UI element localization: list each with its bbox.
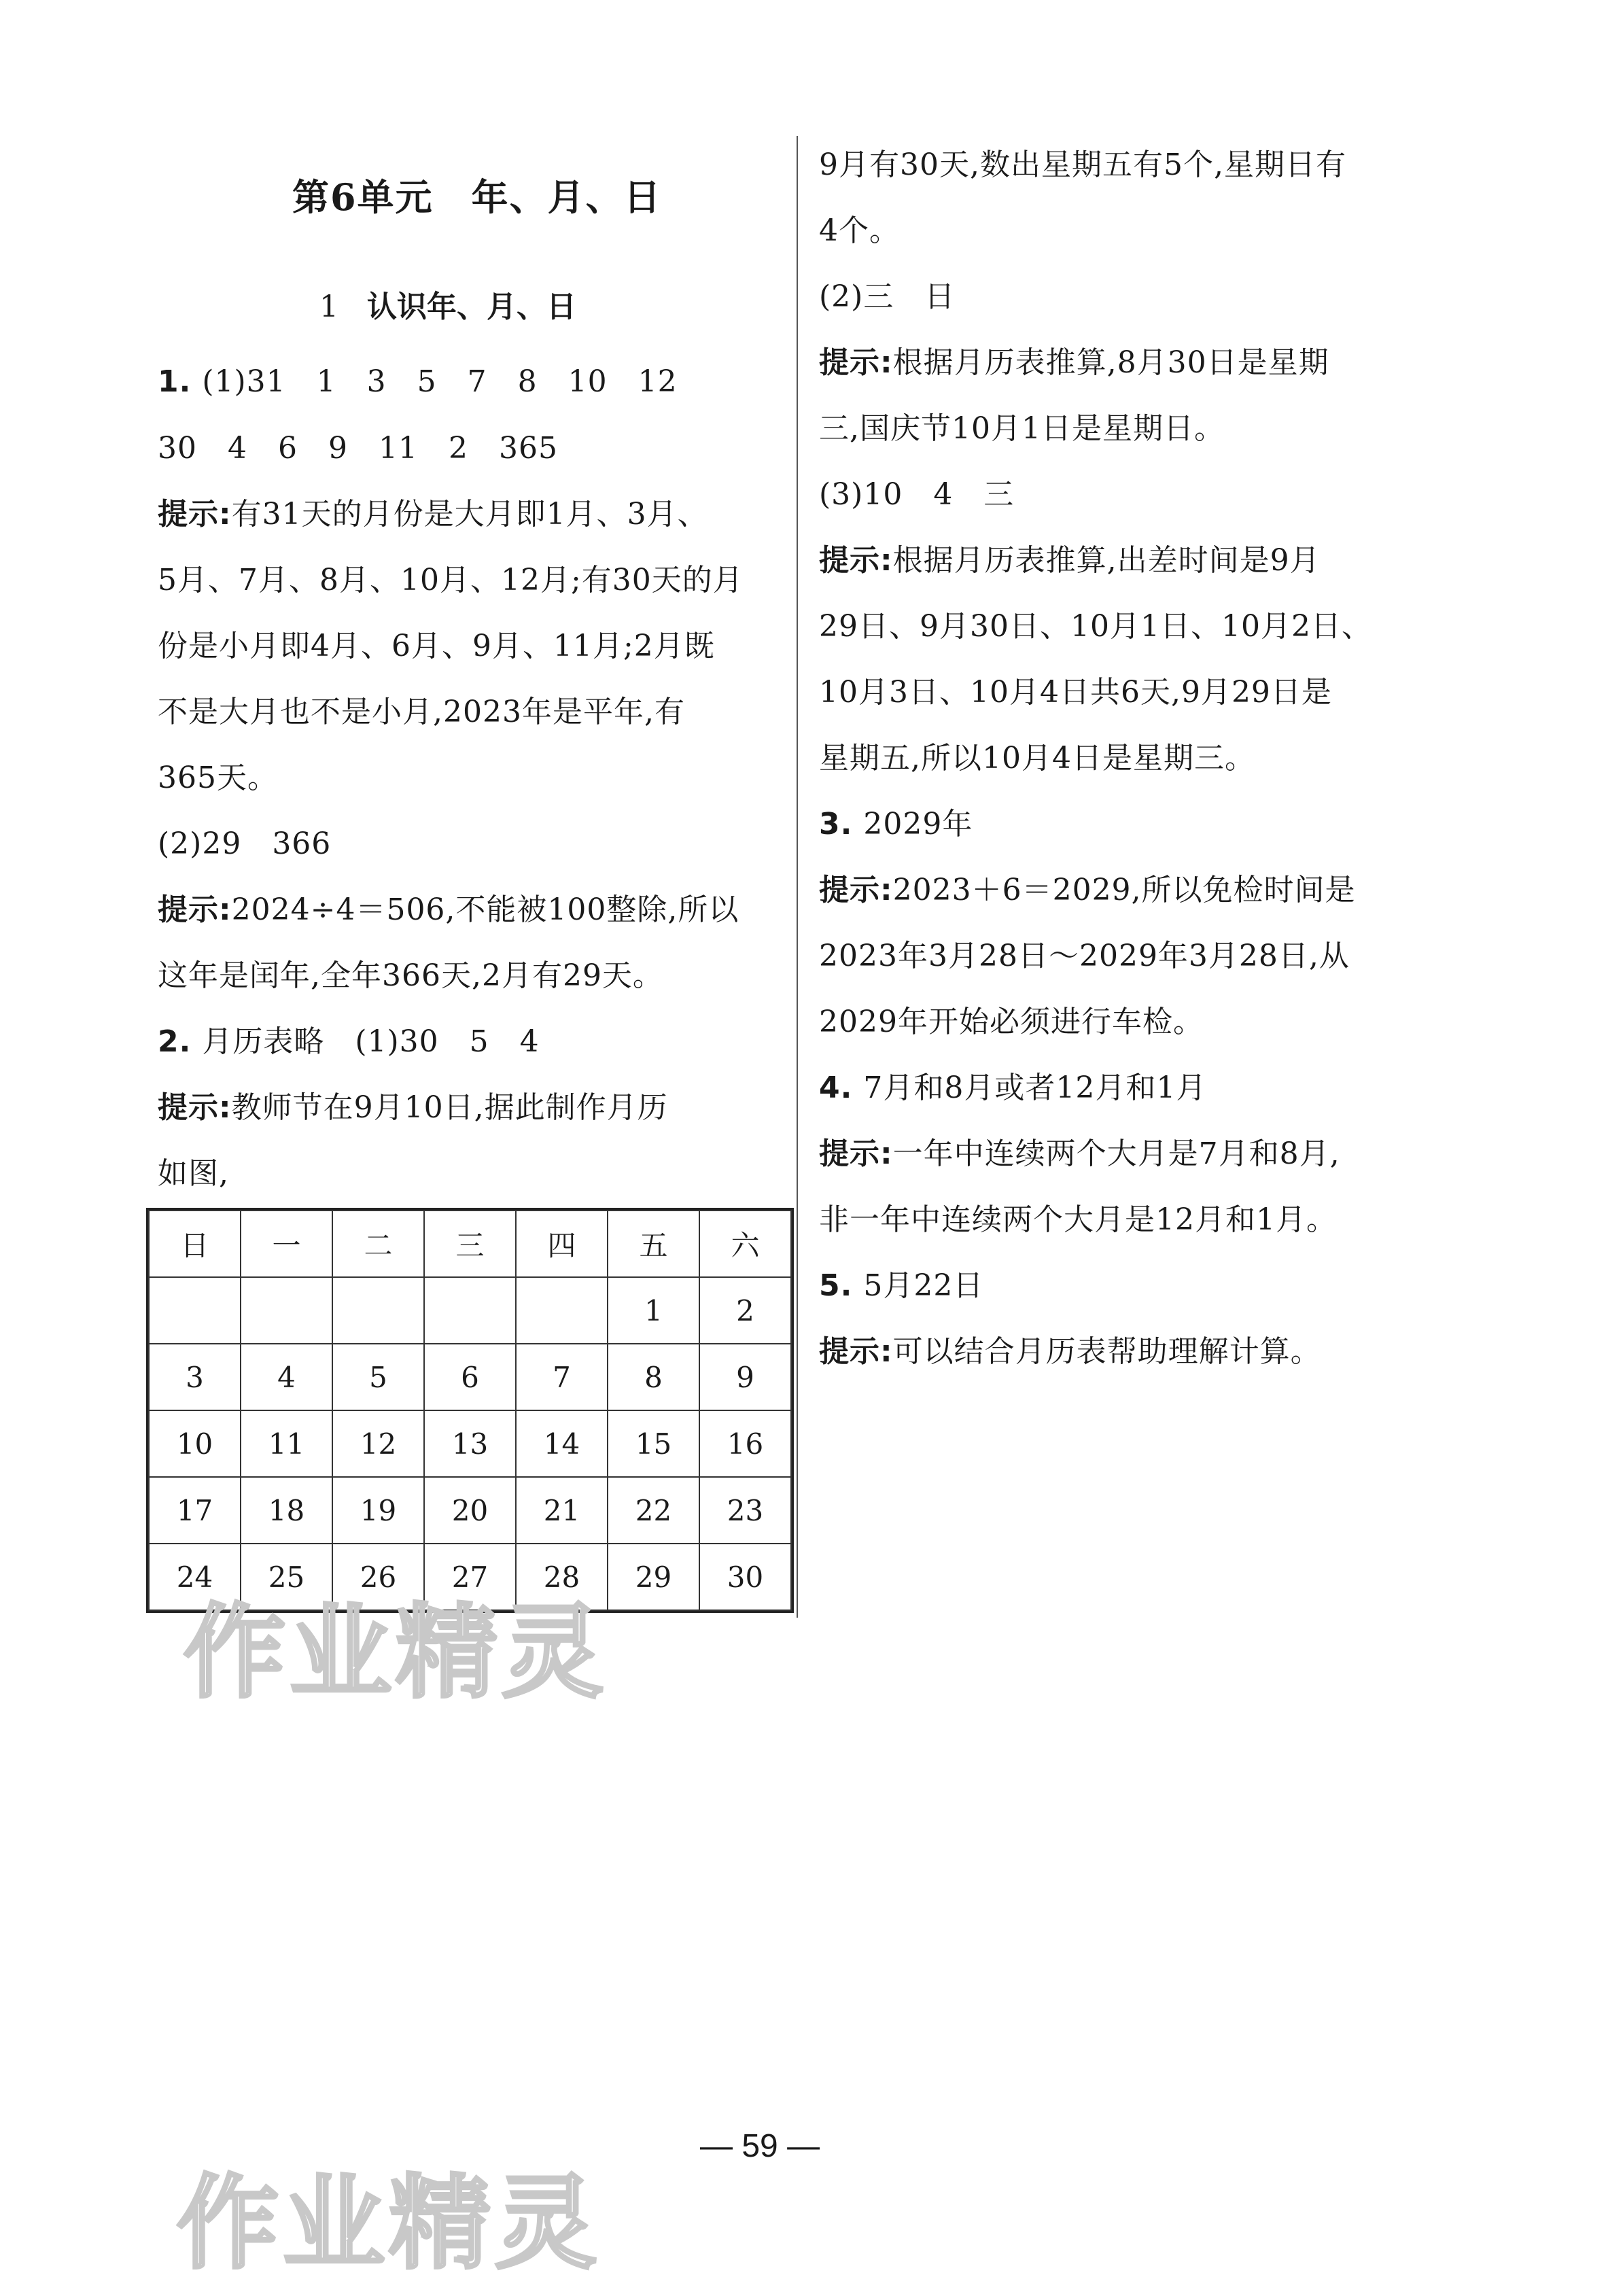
calendar-cell: 6 bbox=[424, 1344, 516, 1410]
calendar-cell: 20 bbox=[424, 1477, 516, 1544]
right-line-12: 2023年3月28日～2029年3月28日,从 bbox=[819, 939, 1350, 973]
right-line-18: 提示:可以结合月历表帮助理解计算。 bbox=[819, 1334, 1321, 1369]
calendar-row bbox=[149, 1410, 791, 1477]
calendar-cell: 28 bbox=[516, 1544, 608, 1610]
calendar-cell: 11 bbox=[241, 1410, 332, 1477]
calendar-cell: 24 bbox=[149, 1544, 241, 1610]
calendar-cell: 16 bbox=[699, 1410, 791, 1477]
right-line-4: 三,国庆节10月1日是星期日。 bbox=[819, 411, 1225, 446]
calendar-header: 五 bbox=[608, 1211, 699, 1277]
right-line-15: 提示:一年中连续两个大月是7月和8月, bbox=[819, 1136, 1340, 1171]
column-divider bbox=[797, 136, 798, 1618]
right-line-17: 5. 5月22日 bbox=[819, 1268, 984, 1303]
left-line-4: 份是小月即4月、6月、9月、11月;2月既 bbox=[158, 629, 715, 663]
left-line-8: 提示:2024÷4＝506,不能被100整除,所以 bbox=[158, 892, 739, 927]
calendar-header-row bbox=[149, 1211, 791, 1277]
right-line-7: 29日、9月30日、10月1日、10月2日、 bbox=[819, 609, 1372, 644]
section-title bbox=[319, 282, 576, 326]
left-line-0: 1. (1)31 1 3 5 7 8 10 12 bbox=[158, 364, 678, 399]
calendar-cell: 8 bbox=[608, 1344, 699, 1410]
left-line-7: (2)29 366 bbox=[158, 827, 332, 861]
left-line-5: 不是大月也不是小月,2023年是平年,有 bbox=[158, 695, 685, 729]
right-line-11: 提示:2023＋6＝2029,所以免检时间是 bbox=[819, 873, 1356, 907]
calendar-cell: 13 bbox=[424, 1410, 516, 1477]
calendar-cell: 14 bbox=[516, 1410, 608, 1477]
right-line-6: 提示:根据月历表推算,出差时间是9月 bbox=[819, 543, 1321, 578]
calendar-cell: 7 bbox=[516, 1344, 608, 1410]
calendar-cell bbox=[332, 1277, 424, 1344]
calendar-cell: 15 bbox=[608, 1410, 699, 1477]
right-line-13: 2029年开始必须进行车检。 bbox=[819, 1005, 1204, 1039]
right-line-9: 星期五,所以10月4日是星期三。 bbox=[819, 741, 1255, 776]
calendar-cell: 2 bbox=[699, 1277, 791, 1344]
calendar-cell bbox=[424, 1277, 516, 1344]
calendar-cell: 23 bbox=[699, 1477, 791, 1544]
calendar-cell: 10 bbox=[149, 1410, 241, 1477]
left-line-6: 365天。 bbox=[158, 761, 278, 795]
calendar-row bbox=[149, 1344, 791, 1410]
section-number: 1 bbox=[319, 290, 338, 324]
right-line-1: 4个。 bbox=[819, 213, 900, 248]
left-line-10: 2. 月历表略 (1)30 5 4 bbox=[158, 1024, 540, 1059]
unit-title: 第6单元 年、月、日 bbox=[292, 175, 662, 219]
calendar-cell: 30 bbox=[699, 1544, 791, 1610]
calendar-header: 日 bbox=[149, 1211, 241, 1277]
calendar-cell: 19 bbox=[332, 1477, 424, 1544]
calendar-cell: 22 bbox=[608, 1477, 699, 1544]
watermark: 作业精灵 bbox=[177, 2165, 601, 2283]
calendar-cell: 29 bbox=[608, 1544, 699, 1610]
left-line-11: 提示:教师节在9月10日,据此制作月历 bbox=[158, 1090, 668, 1125]
right-line-10: 3. 2029年 bbox=[819, 807, 973, 841]
right-line-16: 非一年中连续两个大月是12月和1月。 bbox=[819, 1202, 1337, 1237]
calendar-header: 二 bbox=[332, 1211, 424, 1277]
calendar-cell bbox=[149, 1277, 241, 1344]
calendar-header: 六 bbox=[699, 1211, 791, 1277]
calendar-cell: 12 bbox=[332, 1410, 424, 1477]
calendar-cell: 5 bbox=[332, 1344, 424, 1410]
calendar-row bbox=[149, 1277, 791, 1344]
calendar-header: 一 bbox=[241, 1211, 332, 1277]
calendar-header: 三 bbox=[424, 1211, 516, 1277]
calendar-cell: 9 bbox=[699, 1344, 791, 1410]
left-line-9: 这年是闰年,全年366天,2月有29天。 bbox=[158, 958, 663, 993]
calendar-cell: 17 bbox=[149, 1477, 241, 1544]
right-line-2: (2)三 日 bbox=[819, 279, 956, 314]
right-line-3: 提示:根据月历表推算,8月30日是星期 bbox=[819, 345, 1329, 380]
watermark: 作业精灵 bbox=[184, 1594, 608, 1712]
left-line-2: 提示:有31天的月份是大月即1月、3月、 bbox=[158, 497, 708, 532]
calendar-cell: 3 bbox=[149, 1344, 241, 1410]
calendar-cell bbox=[241, 1277, 332, 1344]
section-title-text: 认识年、月、日 bbox=[367, 290, 576, 324]
calendar-row bbox=[149, 1477, 791, 1544]
calendar-table bbox=[148, 1210, 792, 1611]
calendar-cell: 27 bbox=[424, 1544, 516, 1610]
calendar-cell: 21 bbox=[516, 1477, 608, 1544]
left-line-12: 如图, bbox=[158, 1156, 229, 1191]
calendar-cell bbox=[516, 1277, 608, 1344]
left-line-3: 5月、7月、8月、10月、12月;有30天的月 bbox=[158, 563, 744, 597]
page-number: — 59 — bbox=[700, 2128, 820, 2164]
right-line-0: 9月有30天,数出星期五有5个,星期日有 bbox=[819, 147, 1346, 182]
right-line-14: 4. 7月和8月或者12月和1月 bbox=[819, 1071, 1207, 1105]
right-line-8: 10月3日、10月4日共6天,9月29日是 bbox=[819, 675, 1332, 710]
calendar-cell: 26 bbox=[332, 1544, 424, 1610]
calendar-cell: 1 bbox=[608, 1277, 699, 1344]
calendar-cell: 4 bbox=[241, 1344, 332, 1410]
right-line-5: (3)10 4 三 bbox=[819, 477, 1015, 512]
left-line-1: 30 4 6 9 11 2 365 bbox=[158, 431, 558, 466]
calendar-cell: 25 bbox=[241, 1544, 332, 1610]
calendar-header: 四 bbox=[516, 1211, 608, 1277]
calendar-cell: 18 bbox=[241, 1477, 332, 1544]
